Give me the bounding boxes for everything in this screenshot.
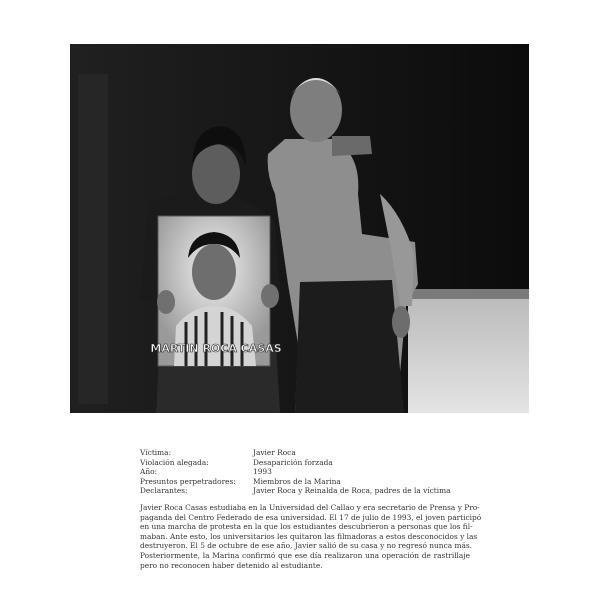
field-label: Violación alegada: — [140, 457, 209, 467]
record-caption — [140, 448, 482, 570]
case-description — [140, 502, 482, 570]
field-value: Miembros de la Marina — [253, 476, 341, 486]
photo-illustration — [70, 44, 529, 413]
description-line: Javier Roca Casas estudiaba en la Universidad del Callao y era secretario de Prensa y Pro- — [140, 502, 480, 512]
field-value: Javier Roca y Reinalda de Roca, padres de la víctima — [253, 486, 451, 496]
field-victim — [140, 448, 470, 458]
field-value: Javier Roca — [253, 448, 296, 457]
field-label: Año: — [140, 467, 158, 477]
description-line: paganda del Centro Federado de esa universidad. El 17 de julio de 1993, el joven participó — [140, 512, 482, 522]
field-violation — [140, 458, 470, 468]
field-label: Presuntos perpetradores: — [140, 476, 236, 486]
description-line: Posteriormente, la Marina confirmó que ese día realizaron una operación de rastrillaje — [140, 550, 470, 560]
description-line: destruyeron. El 5 de octubre de ese año, Javier salió de su casa y no regresó nunca más. — [140, 541, 473, 551]
field-value: 1993 — [253, 467, 272, 477]
field-declarants — [140, 486, 470, 496]
field-perpetrators — [140, 477, 470, 487]
field-value: Desaparición forzada — [253, 457, 333, 467]
lit-wall-patch — [408, 289, 529, 413]
field-label: Víctima: — [140, 448, 172, 457]
door-frame — [78, 74, 108, 404]
description-line: maban. Ante esto, los universitarios les quitaron las filmadoras a estos desconocidos y las — [140, 531, 478, 541]
field-year — [140, 467, 470, 477]
field-label: Declarantes: — [140, 486, 188, 496]
portrait-caption: MARTIN ROCA CASAS — [150, 342, 282, 355]
description-line: pero no reconocen haber detenido al estudiante. — [140, 560, 323, 570]
documentary-photo — [70, 44, 529, 413]
description-line: en una marcha de protesta en la que los estudiantes descubrieron a personas que los fil- — [140, 522, 473, 532]
